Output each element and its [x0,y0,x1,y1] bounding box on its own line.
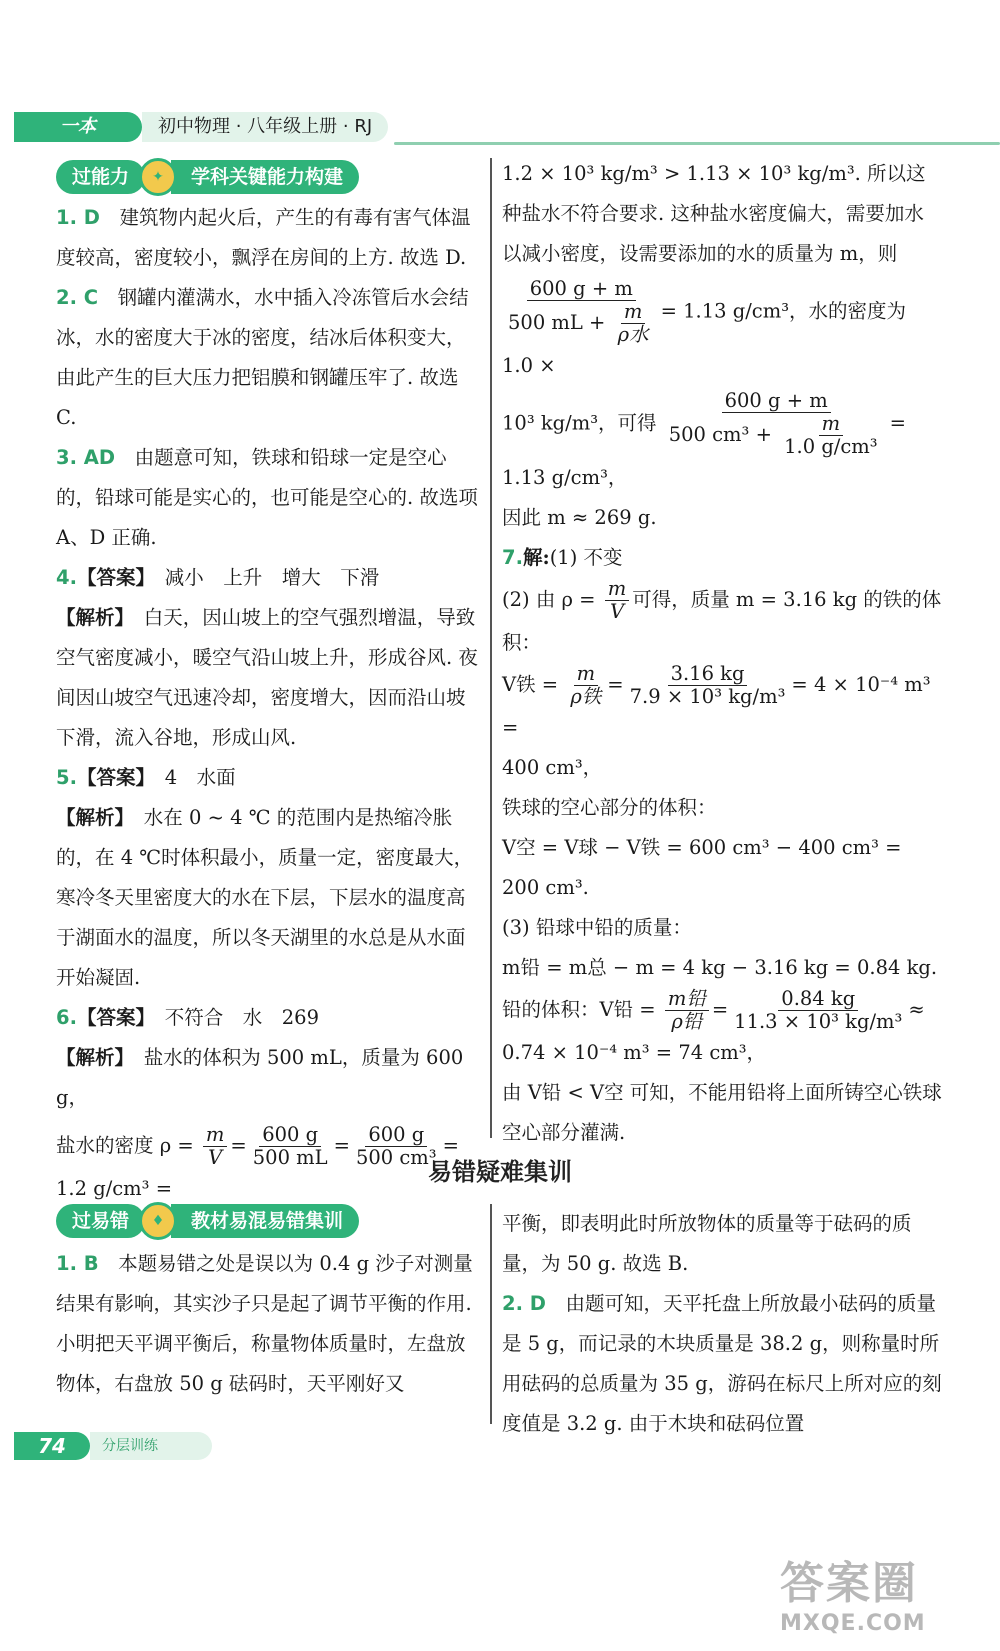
section-errors-tag [56,1204,359,1238]
section-title-errors: 易错疑难集训 [428,1158,572,1186]
left-column [56,198,478,1209]
watermark-logo [780,1558,1000,1648]
answer-7-part-2: (2) 由 ρ = $\frac{m}{V}$ 可得，质量 m = 3.16 kg 的铁的体积： [502,577,942,654]
fraction: $\frac{0.84 kg}{\text{11.3 × 10³ kg/m³}}$ [734,987,903,1033]
right-para-7: 0.74 × 10⁻⁴ m³ = 74 cm³， [502,1041,767,1064]
equation-2: 10³ kg/m³，可得 600 g + m 500 cm³ + $\frac{m}{\text{1.0 g/cm³}}$ = 1.13 g/cm³， [502,389,906,489]
fraction: $\frac{3.16 kg}{\text{7.9 × 10³ kg/m³}}$ [629,662,786,708]
fraction: $\frac{m}{V}$ [605,578,630,623]
iron-volume-result: 400 cm³， [502,756,603,779]
answer-3: 3. AD 由题意可知，铁球和铅球一定是空心的，铅球可能是实心的，也可能是空心的. 故选项 A、D 正确. [56,446,478,549]
section-ability-subtitle: 学科关键能力构建 [171,160,359,194]
column-divider [490,158,492,1138]
fraction: $\frac{600 g}{500 mL}$ [252,1123,328,1169]
header-rule [394,142,1000,145]
error-answer-1: 1. B 本题易错之处是误以为 0.4 g 沙子对测量结果有影响，其实沙子只是起了调节平衡的作用. 小明把天平调平衡后，称量物体质量时，左盘放物体，右盘放 50 g 砝码时，天平刚好又 [56,1252,473,1395]
iron-volume-equation: V铁 = $\frac{m}{\text{ρ铁}}$ = $\frac{3.16 kg}{\text{7.9 × 10³ kg/m³}}$ = 4 × 10⁻⁴ m³ = [502,662,931,739]
fraction: $\frac{m}{V}$ [203,1124,228,1169]
equation-1: 600 g + m 500 mL + $\frac{m}{\text{ρ水}}$ = 1.13 g/cm³，水的密度为 1.0 × [502,277,907,377]
fraction: $\frac{m}{\text{ρ水}}$ [617,300,649,346]
watermark-url: MXQE.COM [780,1611,926,1636]
right-column [502,154,942,1153]
answer-6: 6.【答案】 不符合 水 269 [56,1006,319,1029]
right-para-6: m铅 = m总 − m = 4 kg − 3.16 kg = 0.84 kg. [502,956,938,979]
page-header [14,112,1000,146]
right-para-1: 1.2 × 10³ kg/m³ > 1.13 × 10³ kg/m³. 所以这种盐水不符合要求. 这种盐水密度偏大，需要加水以减小密度，设需要添加的水的质量为 m，则 [502,162,926,265]
right-para-8: 由 V铅 < V空 可知，不能用铅将上面所铸空心铁球空心部分灌满. [502,1081,942,1144]
right-para-2: 因此 m ≈ 269 g. [502,506,657,529]
bell-icon: ♦ [139,1202,177,1240]
answer-2: 2. C 钢罐内灌满水，水中插入冷冻管后水会结冰，水的密度大于冰的密度，结冰后体积变大，由此产生的巨大压力把铝膜和钢罐压牢了. 故选 C. [56,286,469,429]
analysis-4: 【解析】 白天，因山坡上的空气强烈增温，导致空气密度减小，暖空气沿山坡上升，形成谷风. 夜间因山坡空气迅速冷却，密度增大，因而沿山坡下滑，流入谷地，形成山风. [56,606,478,749]
section-ability-label: 过能力 [56,160,145,194]
page-number: 74 [14,1432,90,1460]
error-answer-1-cont: 平衡，即表明此时所放物体的质量等于砝码的质量，为 50 g. 故选 B. [502,1212,912,1275]
lower-left-column [56,1244,478,1404]
section-errors-subtitle: 教材易混易错集训 [171,1204,359,1238]
fraction: $\frac{600 g}{\text{500 cm³}}$ [355,1123,437,1169]
lead-volume-equation: 铅的体积：V铅 = $\frac{\text{m铅}}{\text{ρ铅}}$ = $\frac{0.84 kg}{\text{11.3 × 10³ kg/m³}}$ ≈ [502,987,925,1033]
book-title: 初中物理 · 八年级上册 · RJ [142,112,388,142]
right-para-5: (3) 铅球中铅的质量： [502,916,692,939]
answer-7: 7.解:(1) 不变 [502,546,623,569]
section-errors-label: 过易错 [56,1204,145,1238]
right-para-4: V空 = V球 − V铁 = 600 cm³ − 400 cm³ = 200 cm³. [502,836,902,899]
fraction: 600 g + m 500 cm³ + $\frac{m}{\text{1.0 g/cm³}}$ [666,390,887,458]
fraction: $\frac{\text{m铅}}{\text{ρ铅}}$ [665,988,709,1033]
analysis-6: 【解析】 盐水的体积为 500 mL，质量为 600 g， [56,1046,464,1109]
analysis-5: 【解析】 水在 0 ~ 4 ℃ 的范围内是热缩冷胀的，在 4 ℃时体积最小，质量一定，密度最大，寒冷冬天里密度大的水在下层，下层水的温度高于湖面水的温度，所以冬天湖里的水总是从水面开始凝固. [56,806,474,989]
fraction: 600 g + m 500 mL + $\frac{m}{\text{ρ水}}$ [505,278,658,346]
series-logo: 一本 [14,112,142,142]
medal-icon: ✦ [139,158,177,196]
fraction: $\frac{m}{\text{1.0 g/cm³}}$ [784,412,878,458]
error-answer-2: 2. D 由题可知，天平托盘上所放最小砝码的质量是 5 g，而记录的木块质量是 38.2 g，则称量时所用砝码的总质量为 35 g，游码在标尺上所对应的刻度值是 3.2 g. 由于木块和砝码位置 [502,1292,942,1435]
right-para-3: 铁球的空心部分的体积： [502,796,717,819]
answer-4: 4.【答案】 减小 上升 增大 下滑 [56,566,380,589]
section-ability-tag [56,160,359,194]
lower-right-column [502,1204,942,1444]
answer-5: 5.【答案】 4 水面 [56,766,236,789]
watermark-text: 答案圈 [780,1558,918,1609]
footer-label: 分层训练 [90,1432,212,1460]
lower-column-divider [490,1204,492,1424]
density-equation: 盐水的密度 ρ = $\frac{m}{V}$ = $\frac{600 g}{500 mL}$ = $\frac{600 g}{\text{500 cm³}}$ = 1.2 g/cm³ = [56,1123,459,1200]
answer-1: 1. D 建筑物内起火后，产生的有毒有害气体温度较高，密度较小，飘浮在房间的上方. 故选 D. [56,206,471,269]
fraction: $\frac{m}{\text{ρ铁}}$ [570,662,602,708]
